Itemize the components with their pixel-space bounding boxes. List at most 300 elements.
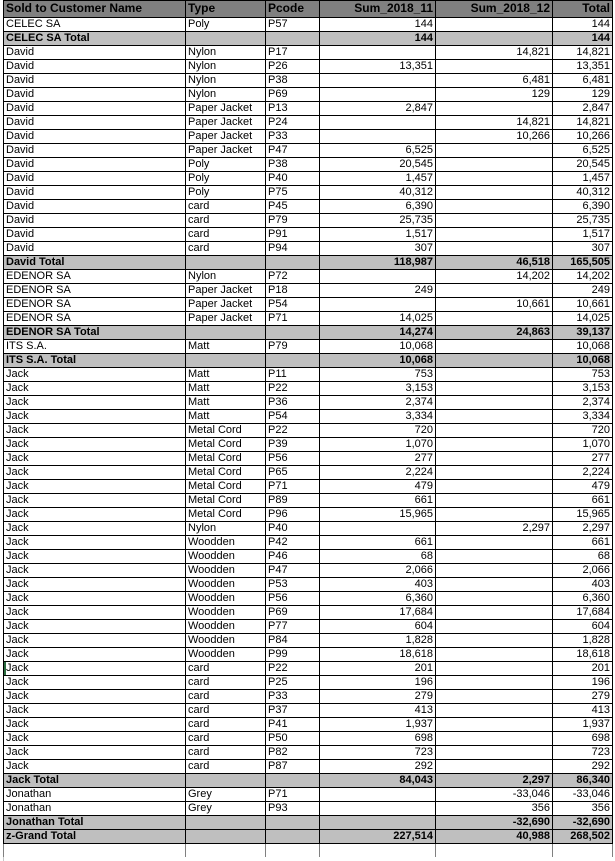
cell-pcode[interactable]: P25 [266, 676, 320, 690]
table-row[interactable] [4, 676, 613, 690]
cell-total[interactable]: 279 [553, 690, 613, 704]
cell-pcode[interactable]: P56 [266, 592, 320, 606]
cell-pcode[interactable] [266, 32, 320, 46]
cell-sum_2018_11[interactable] [320, 116, 436, 130]
cell-sum_2018_12[interactable] [436, 606, 553, 620]
cell-name[interactable]: Jonathan [4, 788, 186, 802]
cell-pcode[interactable]: P37 [266, 704, 320, 718]
cell-name[interactable]: Jack [4, 606, 186, 620]
cell-total[interactable]: 661 [553, 536, 613, 550]
cell-type[interactable]: Grey [186, 802, 266, 816]
table-row[interactable] [4, 144, 613, 158]
cell-pcode[interactable]: P38 [266, 158, 320, 172]
cell-type[interactable]: Paper Jacket [186, 298, 266, 312]
cell-type[interactable]: card [186, 228, 266, 242]
cell-type[interactable]: card [186, 242, 266, 256]
cell-pcode[interactable]: P96 [266, 508, 320, 522]
cell-pcode[interactable]: P69 [266, 606, 320, 620]
table-row[interactable] [4, 424, 613, 438]
cell-total[interactable]: 661 [553, 494, 613, 508]
table-row[interactable] [4, 438, 613, 452]
table-row[interactable] [4, 60, 613, 74]
cell-name[interactable]: David Total [4, 256, 186, 270]
cell-name[interactable]: David [4, 130, 186, 144]
cell-type[interactable]: card [186, 704, 266, 718]
cell-sum_2018_12[interactable] [436, 508, 553, 522]
cell-total[interactable]: -33,046 [553, 788, 613, 802]
cell-sum_2018_12[interactable]: 6,481 [436, 74, 553, 88]
cell-name[interactable]: Jack [4, 438, 186, 452]
cell-sum_2018_11[interactable]: 17,684 [320, 606, 436, 620]
cell-sum_2018_12[interactable] [436, 536, 553, 550]
cell-pcode[interactable]: P77 [266, 620, 320, 634]
table-row[interactable] [4, 620, 613, 634]
cell-name[interactable]: CELEC SA [4, 18, 186, 32]
cell-type[interactable]: Poly [186, 18, 266, 32]
cell-pcode[interactable]: P84 [266, 634, 320, 648]
table-row[interactable] [4, 116, 613, 130]
cell-type[interactable] [186, 844, 266, 857]
table-row[interactable] [4, 368, 613, 382]
cell-total[interactable]: 10,068 [553, 340, 613, 354]
cell-name[interactable]: ITS S.A. Total [4, 354, 186, 368]
cell-sum_2018_12[interactable] [436, 186, 553, 200]
cell-pcode[interactable]: P71 [266, 788, 320, 802]
cell-type[interactable] [186, 774, 266, 788]
cell-sum_2018_11[interactable]: 14,025 [320, 312, 436, 326]
cell-pcode[interactable]: P17 [266, 46, 320, 60]
cell-total[interactable]: 413 [553, 704, 613, 718]
cell-name[interactable]: David [4, 172, 186, 186]
cell-type[interactable]: Metal Cord [186, 480, 266, 494]
cell-pcode[interactable]: P71 [266, 480, 320, 494]
cell-sum_2018_12[interactable] [436, 410, 553, 424]
cell-type[interactable]: card [186, 200, 266, 214]
cell-type[interactable]: card [186, 746, 266, 760]
cell-total[interactable]: 144 [553, 32, 613, 46]
cell-total[interactable]: 6,360 [553, 592, 613, 606]
cell-type[interactable]: card [186, 676, 266, 690]
cell-sum_2018_12[interactable] [436, 564, 553, 578]
cell-sum_2018_12[interactable] [436, 592, 553, 606]
cell-type[interactable] [186, 830, 266, 844]
table-subtotal-row[interactable] [4, 32, 613, 46]
cell-name[interactable]: Jack [4, 424, 186, 438]
cell-pcode[interactable]: P22 [266, 382, 320, 396]
cell-name[interactable]: David [4, 116, 186, 130]
cell-pcode[interactable]: P47 [266, 564, 320, 578]
cell-name[interactable]: Jonathan Total [4, 816, 186, 830]
cell-total[interactable] [553, 844, 613, 857]
cell-sum_2018_12[interactable] [436, 494, 553, 508]
cell-pcode[interactable]: P40 [266, 522, 320, 536]
cell-name[interactable]: Jack [4, 508, 186, 522]
table-row[interactable] [4, 564, 613, 578]
cell-type[interactable] [186, 354, 266, 368]
cell-total[interactable]: 356 [553, 802, 613, 816]
table-row[interactable] [4, 158, 613, 172]
cell-type[interactable]: Metal Cord [186, 438, 266, 452]
cell-name[interactable]: Jack [4, 690, 186, 704]
cell-pcode[interactable]: P57 [266, 18, 320, 32]
cell-sum_2018_11[interactable]: 661 [320, 494, 436, 508]
cell-sum_2018_12[interactable] [436, 466, 553, 480]
cell-name[interactable]: Jack [4, 480, 186, 494]
cell-name[interactable]: David [4, 242, 186, 256]
cell-total[interactable]: 268,502 [553, 830, 613, 844]
cell-sum_2018_11[interactable] [320, 816, 436, 830]
cell-sum_2018_12[interactable]: 14,821 [436, 116, 553, 130]
column-header-sum-2018-11[interactable]: Sum_2018_11 [320, 1, 436, 18]
cell-sum_2018_11[interactable]: 413 [320, 704, 436, 718]
table-row[interactable] [4, 298, 613, 312]
cell-name[interactable]: David [4, 102, 186, 116]
cell-pcode[interactable]: P93 [266, 802, 320, 816]
table-row[interactable] [4, 480, 613, 494]
cell-pcode[interactable]: P39 [266, 438, 320, 452]
column-header-sum-2018-12[interactable]: Sum_2018_12 [436, 1, 553, 18]
cell-name[interactable]: CELEC SA Total [4, 32, 186, 46]
cell-name[interactable]: Jack [4, 676, 186, 690]
cell-type[interactable]: Woodden [186, 550, 266, 564]
cell-pcode[interactable]: P24 [266, 116, 320, 130]
cell-pcode[interactable]: P72 [266, 270, 320, 284]
cell-sum_2018_11[interactable]: 479 [320, 480, 436, 494]
cell-total[interactable]: 14,821 [553, 116, 613, 130]
table-row[interactable] [4, 578, 613, 592]
cell-total[interactable]: 249 [553, 284, 613, 298]
cell-total[interactable]: 479 [553, 480, 613, 494]
cell-total[interactable]: 129 [553, 88, 613, 102]
cell-sum_2018_12[interactable] [436, 662, 553, 676]
cell-sum_2018_11[interactable]: 118,987 [320, 256, 436, 270]
cell-sum_2018_12[interactable] [436, 158, 553, 172]
column-header-type[interactable]: Type [186, 1, 266, 18]
table-grand-total-row[interactable] [4, 830, 613, 844]
cell-sum_2018_11[interactable] [320, 88, 436, 102]
cell-sum_2018_11[interactable]: 6,525 [320, 144, 436, 158]
cell-total[interactable]: 6,525 [553, 144, 613, 158]
cell-sum_2018_12[interactable] [436, 844, 553, 857]
cell-sum_2018_12[interactable]: 14,821 [436, 46, 553, 60]
table-subtotal-row[interactable] [4, 326, 613, 340]
table-subtotal-row[interactable] [4, 774, 613, 788]
cell-total[interactable]: 720 [553, 424, 613, 438]
cell-total[interactable]: 6,481 [553, 74, 613, 88]
cell-pcode[interactable]: P54 [266, 410, 320, 424]
cell-sum_2018_11[interactable]: 201 [320, 662, 436, 676]
cell-sum_2018_12[interactable] [436, 200, 553, 214]
table-row[interactable] [4, 312, 613, 326]
cell-name[interactable]: Jack [4, 550, 186, 564]
cell-total[interactable]: 68 [553, 550, 613, 564]
cell-total[interactable]: 40,312 [553, 186, 613, 200]
cell-type[interactable]: Woodden [186, 606, 266, 620]
cell-type[interactable]: Paper Jacket [186, 312, 266, 326]
cell-sum_2018_11[interactable]: 698 [320, 732, 436, 746]
cell-type[interactable]: Woodden [186, 634, 266, 648]
cell-sum_2018_12[interactable]: -32,690 [436, 816, 553, 830]
table-subtotal-row[interactable] [4, 256, 613, 270]
cell-name[interactable]: David [4, 46, 186, 60]
cell-total[interactable]: 403 [553, 578, 613, 592]
cell-name[interactable]: David [4, 228, 186, 242]
cell-type[interactable]: card [186, 662, 266, 676]
cell-sum_2018_11[interactable]: 403 [320, 578, 436, 592]
cell-pcode[interactable] [266, 774, 320, 788]
cell-sum_2018_12[interactable] [436, 732, 553, 746]
cell-sum_2018_12[interactable] [436, 634, 553, 648]
cell-sum_2018_12[interactable]: 10,661 [436, 298, 553, 312]
cell-name[interactable]: Jack [4, 592, 186, 606]
cell-name[interactable]: Jack [4, 732, 186, 746]
cell-total[interactable]: 2,297 [553, 522, 613, 536]
cell-total[interactable]: 201 [553, 662, 613, 676]
cell-sum_2018_12[interactable] [436, 18, 553, 32]
cell-pcode[interactable]: P71 [266, 312, 320, 326]
cell-pcode[interactable]: P65 [266, 466, 320, 480]
cell-total[interactable]: 10,068 [553, 354, 613, 368]
cell-type[interactable]: Nylon [186, 74, 266, 88]
cell-name[interactable]: Jack [4, 494, 186, 508]
cell-pcode[interactable] [266, 256, 320, 270]
table-row[interactable] [4, 18, 613, 32]
cell-total[interactable]: 25,735 [553, 214, 613, 228]
cell-sum_2018_12[interactable] [436, 172, 553, 186]
cell-sum_2018_11[interactable]: 292 [320, 760, 436, 774]
cell-sum_2018_12[interactable] [436, 718, 553, 732]
cell-sum_2018_11[interactable]: 1,937 [320, 718, 436, 732]
cell-name[interactable]: David [4, 74, 186, 88]
cell-sum_2018_12[interactable] [436, 620, 553, 634]
cell-total[interactable]: 15,965 [553, 508, 613, 522]
cell-sum_2018_12[interactable] [436, 340, 553, 354]
cell-pcode[interactable]: P26 [266, 60, 320, 74]
cell-sum_2018_12[interactable] [436, 676, 553, 690]
cell-type[interactable]: card [186, 760, 266, 774]
table-row[interactable] [4, 662, 613, 676]
table-row[interactable] [4, 732, 613, 746]
cell-type[interactable]: Paper Jacket [186, 102, 266, 116]
cell-name[interactable] [4, 844, 186, 857]
cell-total[interactable]: 3,334 [553, 410, 613, 424]
cell-sum_2018_11[interactable]: 3,153 [320, 382, 436, 396]
table-row[interactable] [4, 284, 613, 298]
cell-type[interactable]: Nylon [186, 60, 266, 74]
cell-total[interactable]: 6,390 [553, 200, 613, 214]
cell-pcode[interactable]: P53 [266, 578, 320, 592]
cell-sum_2018_12[interactable] [436, 550, 553, 564]
cell-sum_2018_12[interactable]: 10,266 [436, 130, 553, 144]
cell-sum_2018_11[interactable]: 753 [320, 368, 436, 382]
cell-type[interactable]: Paper Jacket [186, 284, 266, 298]
cell-sum_2018_12[interactable]: 2,297 [436, 522, 553, 536]
cell-name[interactable]: Jack [4, 522, 186, 536]
cell-name[interactable]: Jack [4, 704, 186, 718]
cell-sum_2018_11[interactable]: 661 [320, 536, 436, 550]
cell-sum_2018_11[interactable]: 6,360 [320, 592, 436, 606]
cell-type[interactable]: Metal Cord [186, 494, 266, 508]
cell-name[interactable]: EDENOR SA [4, 270, 186, 284]
cell-name[interactable]: Jack [4, 746, 186, 760]
cell-sum_2018_11[interactable]: 279 [320, 690, 436, 704]
table-row[interactable] [4, 536, 613, 550]
cell-total[interactable]: 13,351 [553, 60, 613, 74]
cell-sum_2018_11[interactable]: 196 [320, 676, 436, 690]
cell-total[interactable]: 307 [553, 242, 613, 256]
cell-name[interactable]: Jack Total [4, 774, 186, 788]
cell-pcode[interactable]: P40 [266, 172, 320, 186]
cell-type[interactable]: Woodden [186, 648, 266, 662]
cell-type[interactable]: Woodden [186, 578, 266, 592]
table-row[interactable] [4, 172, 613, 186]
table-row[interactable] [4, 704, 613, 718]
cell-total[interactable]: 753 [553, 368, 613, 382]
pivot-table[interactable] [3, 0, 613, 857]
cell-sum_2018_11[interactable]: 14,274 [320, 326, 436, 340]
table-row[interactable] [4, 396, 613, 410]
cell-total[interactable]: 196 [553, 676, 613, 690]
table-row[interactable] [4, 74, 613, 88]
cell-sum_2018_11[interactable]: 40,312 [320, 186, 436, 200]
cell-sum_2018_11[interactable]: 10,068 [320, 340, 436, 354]
cell-type[interactable]: Paper Jacket [186, 116, 266, 130]
cell-pcode[interactable]: P94 [266, 242, 320, 256]
cell-name[interactable]: EDENOR SA [4, 298, 186, 312]
cell-type[interactable] [186, 32, 266, 46]
cell-sum_2018_12[interactable]: 14,202 [436, 270, 553, 284]
cell-type[interactable]: Woodden [186, 620, 266, 634]
cell-total[interactable]: 1,937 [553, 718, 613, 732]
table-row[interactable] [4, 340, 613, 354]
table-row[interactable] [4, 270, 613, 284]
cell-type[interactable]: Metal Cord [186, 466, 266, 480]
cell-type[interactable]: Poly [186, 186, 266, 200]
cell-type[interactable]: card [186, 214, 266, 228]
cell-name[interactable]: Jonathan [4, 802, 186, 816]
cell-total[interactable]: -32,690 [553, 816, 613, 830]
cell-sum_2018_12[interactable] [436, 312, 553, 326]
cell-name[interactable]: David [4, 186, 186, 200]
cell-name[interactable]: David [4, 60, 186, 74]
cell-sum_2018_11[interactable]: 13,351 [320, 60, 436, 74]
cell-sum_2018_11[interactable]: 6,390 [320, 200, 436, 214]
table-row[interactable] [4, 186, 613, 200]
table-row[interactable] [4, 410, 613, 424]
cell-total[interactable]: 14,821 [553, 46, 613, 60]
cell-sum_2018_12[interactable] [436, 648, 553, 662]
cell-total[interactable]: 1,457 [553, 172, 613, 186]
cell-type[interactable]: Paper Jacket [186, 130, 266, 144]
cell-total[interactable]: 14,202 [553, 270, 613, 284]
cell-sum_2018_11[interactable]: 720 [320, 424, 436, 438]
cell-type[interactable]: Nylon [186, 46, 266, 60]
cell-type[interactable]: Nylon [186, 522, 266, 536]
cell-sum_2018_11[interactable]: 15,965 [320, 508, 436, 522]
cell-total[interactable]: 165,505 [553, 256, 613, 270]
cell-total[interactable]: 1,828 [553, 634, 613, 648]
cell-sum_2018_11[interactable]: 227,514 [320, 830, 436, 844]
column-header-total[interactable]: Total [553, 1, 613, 18]
cell-type[interactable]: Matt [186, 340, 266, 354]
cell-pcode[interactable]: P79 [266, 214, 320, 228]
cell-total[interactable]: 292 [553, 760, 613, 774]
cell-sum_2018_12[interactable] [436, 228, 553, 242]
cell-sum_2018_11[interactable] [320, 522, 436, 536]
cell-sum_2018_11[interactable]: 144 [320, 18, 436, 32]
cell-pcode[interactable]: P54 [266, 298, 320, 312]
cell-pcode[interactable] [266, 326, 320, 340]
cell-name[interactable]: z-Grand Total [4, 830, 186, 844]
table-subtotal-row[interactable] [4, 816, 613, 830]
cell-sum_2018_12[interactable] [436, 578, 553, 592]
cell-pcode[interactable]: P46 [266, 550, 320, 564]
cell-total[interactable]: 39,137 [553, 326, 613, 340]
cell-type[interactable]: card [186, 690, 266, 704]
cell-name[interactable]: Jack [4, 718, 186, 732]
cell-sum_2018_11[interactable]: 249 [320, 284, 436, 298]
table-row[interactable] [4, 718, 613, 732]
table-row[interactable] [4, 802, 613, 816]
table-row[interactable] [4, 214, 613, 228]
cell-pcode[interactable]: P33 [266, 130, 320, 144]
table-row[interactable] [4, 88, 613, 102]
cell-total[interactable]: 1,070 [553, 438, 613, 452]
table-row[interactable] [4, 648, 613, 662]
cell-sum_2018_12[interactable] [436, 438, 553, 452]
cell-type[interactable]: card [186, 718, 266, 732]
table-row[interactable] [4, 382, 613, 396]
table-row[interactable] [4, 466, 613, 480]
cell-name[interactable]: Jack [4, 396, 186, 410]
table-row[interactable] [4, 452, 613, 466]
cell-sum_2018_11[interactable]: 10,068 [320, 354, 436, 368]
table-row[interactable] [4, 102, 613, 116]
cell-pcode[interactable]: P22 [266, 424, 320, 438]
cell-sum_2018_11[interactable]: 18,618 [320, 648, 436, 662]
cell-pcode[interactable]: P22 [266, 662, 320, 676]
cell-total[interactable]: 18,618 [553, 648, 613, 662]
cell-type[interactable] [186, 816, 266, 830]
cell-pcode[interactable]: P33 [266, 690, 320, 704]
cell-total[interactable]: 277 [553, 452, 613, 466]
cell-name[interactable]: EDENOR SA [4, 284, 186, 298]
cell-sum_2018_11[interactable]: 723 [320, 746, 436, 760]
cell-sum_2018_11[interactable]: 307 [320, 242, 436, 256]
cell-total[interactable]: 10,661 [553, 298, 613, 312]
cell-sum_2018_12[interactable] [436, 480, 553, 494]
cell-name[interactable]: EDENOR SA [4, 312, 186, 326]
cell-sum_2018_11[interactable]: 604 [320, 620, 436, 634]
cell-pcode[interactable]: P91 [266, 228, 320, 242]
cell-pcode[interactable]: P36 [266, 396, 320, 410]
cell-name[interactable]: Jack [4, 452, 186, 466]
cell-sum_2018_11[interactable]: 25,735 [320, 214, 436, 228]
cell-sum_2018_12[interactable] [436, 60, 553, 74]
cell-total[interactable]: 17,684 [553, 606, 613, 620]
cell-name[interactable]: Jack [4, 466, 186, 480]
cell-pcode[interactable] [266, 844, 320, 857]
cell-sum_2018_12[interactable] [436, 214, 553, 228]
cell-pcode[interactable]: P45 [266, 200, 320, 214]
cell-pcode[interactable]: P13 [266, 102, 320, 116]
cell-sum_2018_12[interactable] [436, 382, 553, 396]
cell-total[interactable]: 86,340 [553, 774, 613, 788]
cell-type[interactable]: Metal Cord [186, 452, 266, 466]
cell-name[interactable]: Jack [4, 620, 186, 634]
cell-sum_2018_11[interactable]: 1,828 [320, 634, 436, 648]
cell-type[interactable]: card [186, 732, 266, 746]
